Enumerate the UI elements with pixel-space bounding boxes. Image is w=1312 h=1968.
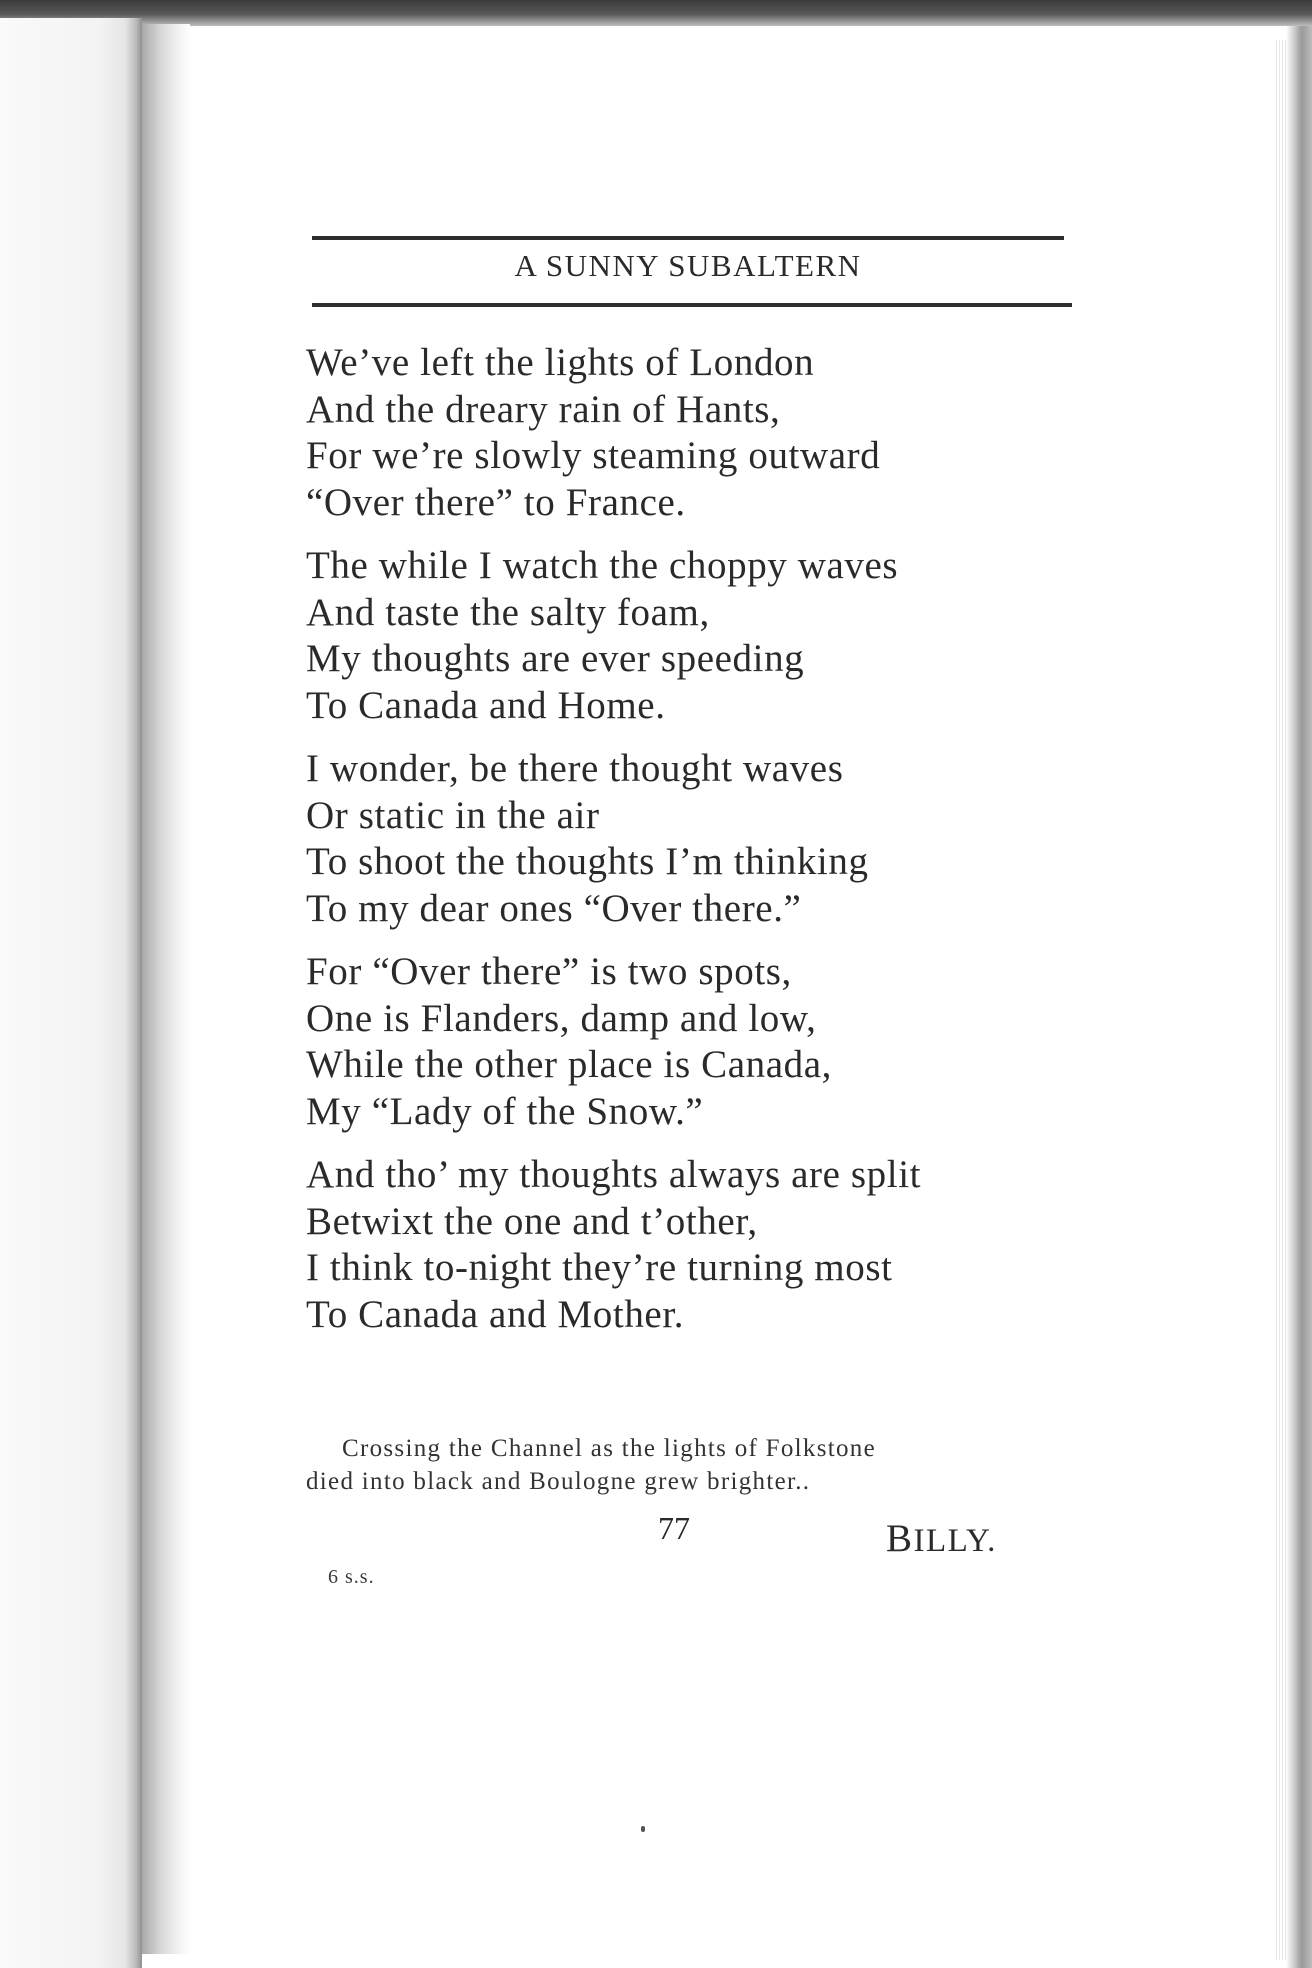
- poem-line: The while I watch the choppy waves: [306, 544, 899, 587]
- poem-line: And the dreary rain of Hants,: [306, 387, 781, 431]
- header-rule-top: [312, 236, 1064, 240]
- author-signature: [886, 1516, 997, 1561]
- book-page: [290, 200, 1090, 1680]
- fore-edge-shadow: [1286, 26, 1312, 1968]
- stanza-5: [306, 1152, 1086, 1338]
- poem-line: Betwixt the one and t’other,: [306, 1199, 758, 1243]
- stanza-2: [306, 543, 1086, 729]
- scan-speck: [641, 1826, 645, 1832]
- stanza-1: [306, 340, 1086, 526]
- poem-line: While the other place is Canada,: [306, 1043, 832, 1086]
- poem-line: And taste the salty foam,: [306, 590, 710, 634]
- scan-top-edge: [0, 0, 1312, 26]
- poem-line: Or static in the air: [306, 793, 600, 837]
- footnote-line: Crossing the Channel as the lights of Folkstone: [342, 1435, 876, 1462]
- poem: [306, 340, 1086, 1355]
- printer-signature-mark: 6 s.s.: [328, 1566, 375, 1588]
- poem-line: To Canada and Mother.: [306, 1292, 685, 1336]
- running-head: A SUNNY SUBALTERN: [514, 248, 862, 283]
- poem-line: “Over there” to France.: [306, 480, 686, 524]
- poem-line: We’ve left the lights of London: [306, 341, 815, 384]
- footnote-line: died into black and Boulogne grew brighter..: [306, 1468, 811, 1495]
- poem-line: My “Lady of the Snow.”: [306, 1089, 704, 1133]
- poem-line: For we’re slowly steaming outward: [306, 434, 881, 477]
- stanza-3: [306, 746, 1086, 932]
- footnote: [306, 1432, 1066, 1498]
- header-rule-bottom: [312, 303, 1072, 307]
- gutter-shadow: [142, 24, 190, 1954]
- signature-initial: B: [886, 1517, 914, 1560]
- poem-line: To my dear ones “Over there.”: [306, 886, 802, 930]
- page-number: 77: [658, 1510, 690, 1546]
- poem-line: For “Over there” is two spots,: [306, 950, 792, 993]
- poem-line: I wonder, be there thought waves: [306, 747, 844, 790]
- poem-line: To Canada and Home.: [306, 683, 666, 727]
- poem-line: One is Flanders, damp and low,: [306, 996, 817, 1040]
- poem-line: My thoughts are ever speeding: [306, 637, 805, 680]
- poem-line: To shoot the thoughts I’m thinking: [306, 840, 869, 883]
- poem-line: And tho’ my thoughts always are split: [306, 1153, 922, 1196]
- fore-edge-lines: [1276, 40, 1286, 1960]
- facing-page-edge: [0, 18, 142, 1968]
- signature-rest: ILLY.: [913, 1523, 997, 1559]
- poem-line: I think to-night they’re turning most: [306, 1246, 893, 1289]
- stanza-4: [306, 949, 1086, 1135]
